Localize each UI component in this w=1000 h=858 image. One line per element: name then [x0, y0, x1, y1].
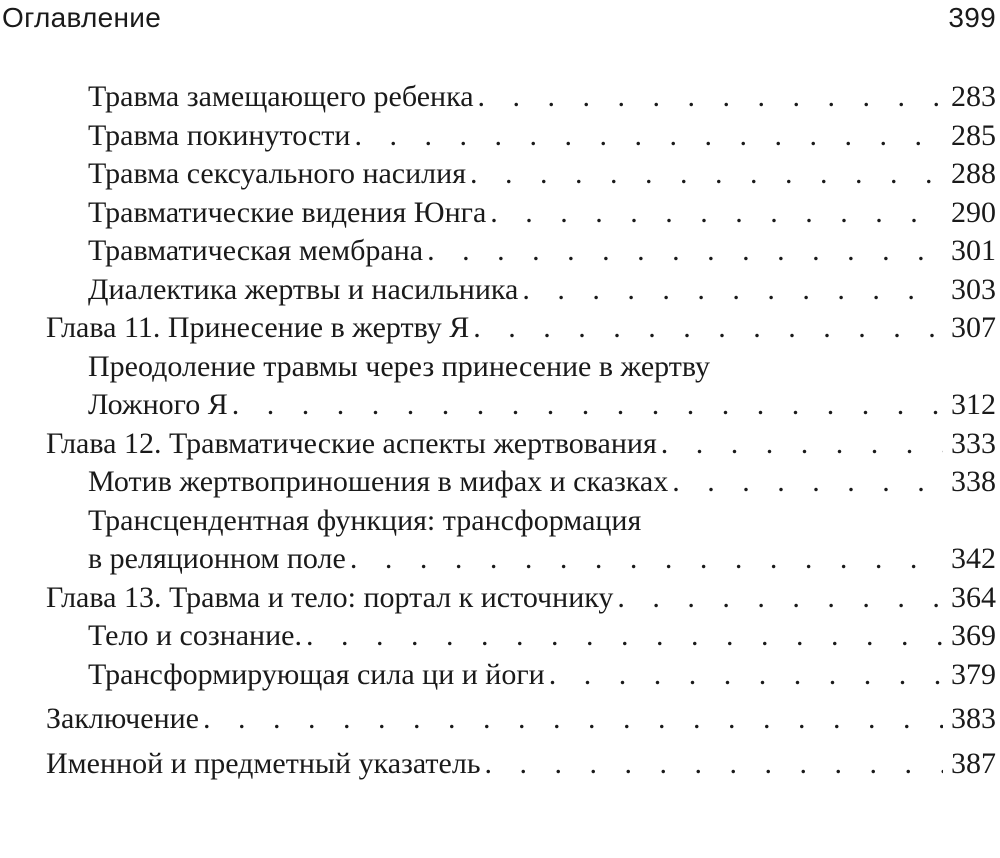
toc-entry: [0, 117, 996, 156]
toc-entry-title: Травматические видения Юнга: [88, 195, 487, 229]
dot-leader: [470, 155, 943, 194]
toc-entry-page: 369: [951, 619, 996, 652]
toc-entry: [0, 271, 996, 310]
toc-chapter-entry: [0, 579, 996, 618]
running-title: Оглавление: [2, 2, 162, 33]
toc-entry: [0, 502, 996, 579]
toc-entry-title-line1: Трансцендентная функция: трансформация: [88, 503, 642, 537]
dot-leader: [485, 745, 943, 784]
toc-entry: [0, 617, 996, 656]
toc-entry-title: Тело и сознание.: [88, 619, 302, 652]
dot-leader: [354, 117, 943, 156]
toc-chapter-entry: [0, 425, 996, 464]
dot-leader: [306, 617, 943, 656]
toc-entry-title: Диалектика жертвы и насильника: [88, 272, 519, 306]
toc-entry-title: Трансформирующая сила ци и йоги: [88, 657, 545, 691]
toc-entry-title: Глава 12. Травматические аспекты жертвования: [46, 426, 657, 460]
toc-entry-title-line2: Ложного Я: [88, 388, 228, 421]
toc-entry-title: Мотив жертвоприношения в мифах и сказках: [88, 465, 669, 498]
toc-entry-page: 338: [951, 465, 996, 498]
toc-entry-page: 307: [951, 311, 996, 344]
toc-entry: [0, 232, 996, 271]
dot-leader: [522, 271, 943, 310]
toc-entry-page: 342: [951, 542, 996, 575]
toc-entry-title: Глава 11. Принесение в жертву Я: [46, 311, 470, 344]
toc-entry-title: Травма замещающего ребенка: [88, 80, 474, 113]
toc-chapter-entry: [0, 745, 996, 784]
toc-entry: [0, 348, 996, 425]
toc-entry-page: 387: [951, 746, 996, 780]
dot-leader: [490, 194, 943, 233]
toc-entry-title: Травма покинутости: [88, 118, 351, 152]
toc-entry-page: 285: [951, 118, 996, 152]
dot-leader: [478, 78, 943, 117]
dot-leader: [427, 232, 943, 271]
toc-entry-page: 364: [951, 580, 996, 614]
toc-entry-page: 288: [951, 157, 996, 190]
toc-entry-title: Именной и предметный указатель: [46, 746, 481, 780]
toc-entry-title: Заключение: [46, 702, 199, 735]
toc-chapter-entry: [0, 700, 996, 739]
toc-entry-page: 312: [951, 388, 996, 421]
toc-entry-page: 383: [951, 702, 996, 735]
table-of-contents: [0, 78, 996, 783]
toc-entry-title-line2: в реляционном поле: [88, 542, 346, 575]
dot-leader: [350, 540, 943, 579]
toc-entry-page: 333: [951, 426, 996, 460]
toc-entry: [0, 194, 996, 233]
toc-entry-title: Травматическая мембрана: [88, 234, 424, 267]
toc-entry-page: 379: [951, 657, 996, 691]
page-number: 399: [948, 2, 996, 33]
toc-entry-page: 301: [951, 234, 996, 267]
dot-leader: [549, 656, 943, 695]
toc-entry: [0, 78, 996, 117]
toc-entry: [0, 463, 996, 502]
toc-chapter-entry: [0, 309, 996, 348]
page-header: [0, 2, 996, 42]
dot-leader: [232, 386, 943, 425]
dot-leader: [672, 463, 943, 502]
toc-entry: [0, 656, 996, 695]
toc-entry-page: 303: [951, 272, 996, 306]
dot-leader: [203, 700, 943, 739]
toc-entry-page: 283: [951, 80, 996, 113]
toc-entry-title-line1: Преодоление травмы через принесение в жертву: [88, 349, 711, 383]
toc-entry-title: Глава 13. Травма и тело: портал к источнику: [46, 580, 614, 614]
toc-entry: [0, 155, 996, 194]
toc-entry-title: Травма сексуального насилия: [88, 157, 467, 190]
dot-leader: [617, 579, 943, 618]
toc-entry-page: 290: [951, 195, 996, 229]
dot-leader: [661, 425, 943, 464]
dot-leader: [473, 309, 943, 348]
